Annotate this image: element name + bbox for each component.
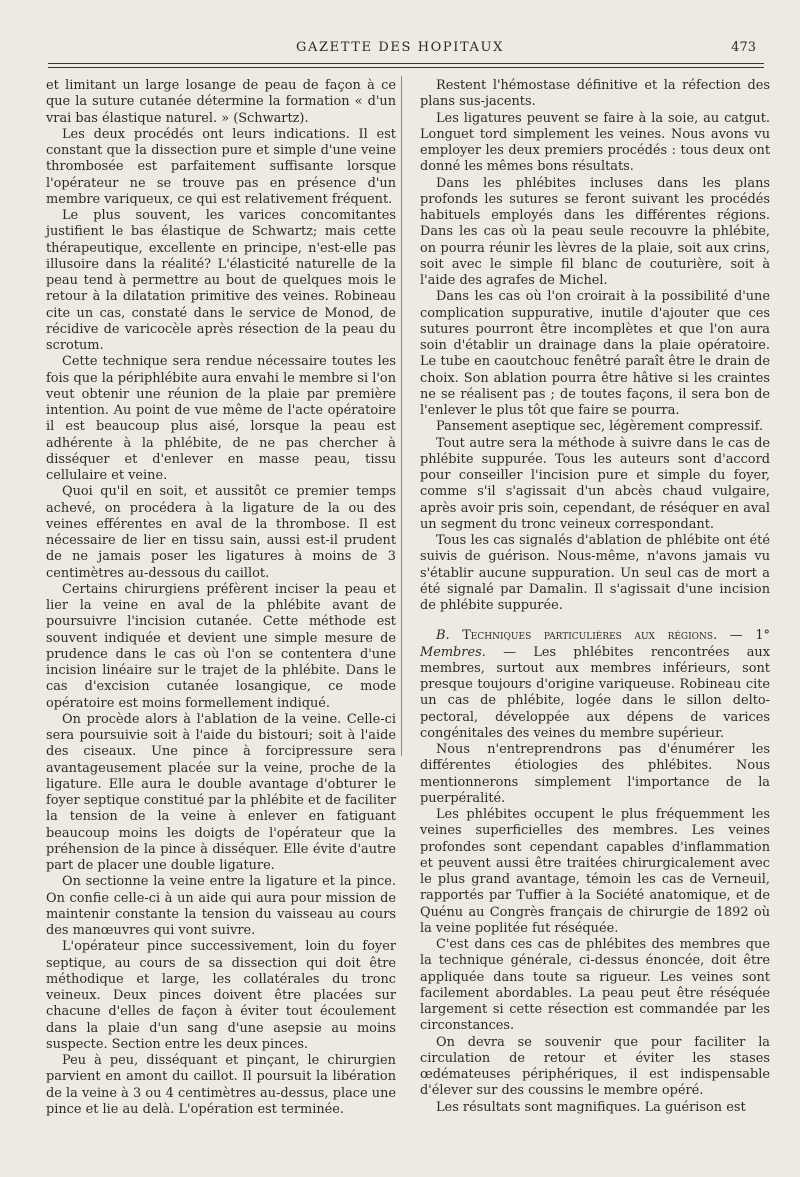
paragraph: Pansement aseptique sec, légèrement compressif. [436, 419, 764, 435]
paragraph: Dans les phlébites incluses dans les plans profonds les sutures se feront suivant les procédés habituels employés dans les différentes régions. Dans les cas où la peau seule recouvre la phlébite, on pourra réunir les lèvres de la plaie, soit aux crins, soit avec le simple fil blanc de couturière, soit à l'aide des agrafes de Michel. [420, 175, 770, 288]
paragraph: Nous n'entreprendrons pas d'énumérer les différentes étiologies des phlébites. Nous mentionnerons simplement l'importance de la puerpéralité. [420, 742, 770, 806]
section-letter: B. [436, 628, 450, 644]
left-column [46, 78, 396, 1118]
paragraph: Restent l'hémostase définitive et la réfection des plans sus-jacents. [420, 78, 770, 110]
paragraph: Cette technique sera rendue nécessaire toutes les fois que la périphlébite aura envahi le membre si l'on veut obtenir une réunion de la plaie par première intention. Au point de vue même de l'acte opératoire il est beaucoup plus aisé, lorsque la peau est adhérente à la phlébite, de ne pas chercher à disséquer et d'enlever en masse peau, tissu cellulaire et veine. [46, 354, 396, 483]
paragraph: L'opérateur pince successivement, loin du foyer septique, au cours de sa dissection qui doit être méthodique et large, les collatérales du tronc veineux. Deux pinces doivent être placées sur chacune d'elles de façon à éviter tout écoulement dans la plaie d'un sang d'une asepsie au moins suspecte. Section entre les deux pinces. [46, 939, 396, 1052]
section-title: Techniques particulières aux régions. [462, 628, 718, 644]
paragraph: Tout autre sera la méthode à suivre dans le cas de phlébite suppurée. Tous les auteurs sont d'accord pour conseiller l'incision pure et simple du foyer, comme s'il s'agissait d'un abcès chaud vulgaire, après avoir pris soin, cependant, de réséquer en aval un segment du tronc veineux correspondant. [420, 435, 770, 532]
paragraph: On sectionne la veine entre la ligature et la pince. On confie celle-ci à un aide qui aura pour mission de maintenir constante la tension du vaisseau au cours des manœuvres qui vont suivre. [46, 874, 396, 938]
paragraph: Tous les cas signalés d'ablation de phlébite ont été suivis de guérison. Nous-même, n'avons jamais vu s'établir aucune suppuration. Un seul cas de mort a été signalé par Damalin. Il s'agissait d'une incision de phlébite suppurée. [420, 533, 770, 613]
paragraph: Certains chirurgiens préfèrent inciser la peau et lier la veine en aval de la phlébite avant de poursuivre l'incision cutanée. Cette méthode est souvent indiquée et devient une simple mesure de prudence dans le cas où l'on se contentera d'une incision linéaire sur le trajet de la phlébite. Dans le cas d'excision cutanée losangique, ce mode opératoire est moins formellement indiqué. [46, 581, 396, 711]
paragraph: et limitant un large losange de peau de façon à ce que la suture cutanée détermine la formation « d'un vrai bas élastique naturel. » (Schwartz). [46, 78, 396, 126]
section-dash: — [717, 628, 743, 644]
paragraph: Peu à peu, disséquant et pinçant, le chirurgien parvient en amont du caillot. Il poursuit la libération de la veine à 3 ou 4 centimètres au-dessus, place une pince et lie au delà. L'opération est terminée. [46, 1053, 396, 1117]
subsection-title: Membres. [420, 644, 486, 660]
paragraph: Les phlébites occupent le plus fréquemment les veines superficielles des membres. Les veines profondes sont cependant capables d'inflammation et peuvent aussi être traitées chirurgicalement avec le plus grand avantage, témoin les cas de Verneuil, rapportés par Tuffier à la Société anatomique, et de Quénu au Congrès français de chirurgie de 1892 où la veine poplitée fut réséquée. [420, 807, 770, 936]
paragraph: Dans les cas où l'on croirait à la possibilité d'une complication suppurative, inutile d'ajouter que ces sutures pourront être incomplètes et que l'on aura soin d'établir un drainage dans la plaie opératoire. Le tube en caoutchouc fenêtré paraît être le drain de choix. Son ablation pourra être hâtive si les craintes ne se réalisent pas ; de toutes façons, il sera bon de l'enlever le plus tôt que faire se pourra. [420, 289, 770, 418]
page-number: 473 [731, 40, 756, 55]
paragraph: Le plus souvent, les varices concomitantes justifient le bas élastique de Schwartz; mais cette thérapeutique, excellente en principe, n'est-elle pas illusoire dans la réalité? L'élasticité naturelle de la peau tend à permettre au bout de quelques mois le retour à la dilatation primitive des veines. Robineau cite un cas, constaté dans le service de Monod, de récidive de varicocèle après résection de la peau du scrotum. [46, 208, 396, 353]
section-spacer [420, 614, 770, 628]
section-lead-text: — Les phlébites rencontrées aux membres, surtout aux membres inférieurs, sont presque toujours d'origine variqueuse. Robineau cite un cas de phlébite, logée dans le sillon delto-pectoral, développée aux dépens de varices congénitales des veines du membre supérieur. [420, 644, 770, 741]
subsection-number: 1° [755, 628, 770, 644]
header-rule-top [48, 63, 764, 64]
running-title: GAZETTE DES HOPITAUX [296, 40, 504, 55]
paragraph: Les deux procédés ont leurs indications. Il est constant que la dissection pure et simple d'une veine thrombosée est parfaitement suffisante lorsque l'opérateur ne se trouve pas en présence d'un membre variqueux, ce qui est relativement fréquent. [46, 126, 396, 207]
paragraph: Quoi qu'il en soit, et aussitôt ce premier temps achevé, on procédera à la ligature de la ou des veines efférentes en aval de la thrombose. Il est nécessaire de lier en tissu sain, aussi est-il prudent de ne jamais poser les ligatures à moins de 3 centimètres au-dessous du caillot. [46, 484, 396, 581]
header-rule-bottom [48, 67, 764, 68]
paragraph: On devra se souvenir que pour faciliter la circulation de retour et éviter les stases œdémateuses périphériques, il est indispensable d'élever sur des coussins le membre opéré. [420, 1034, 770, 1099]
paragraph: On procède alors à l'ablation de la veine. Celle-ci sera poursuivie soit à l'aide du bistouri; soit à l'aide des ciseaux. Une pince à forcipressure sera avantageusement placée sur la veine, proche de la ligature. Elle aura le double avantage d'obturer le foyer septique constitué par la phlébite et de faciliter la tension de la veine à enlever en fatiguant beaucoup moins les doigts de l'opérateur que la préhension de la pince à disséquer. Elle évite d'autre part de placer une double ligature. [46, 711, 396, 873]
page-header [0, 36, 800, 56]
paragraph: C'est dans ces cas de phlébites des membres que la technique générale, ci-dessus énoncée, doit être appliquée dans toute sa rigueur. Les veines sont facilement abordables. La peau peut être réséquée largement si cette résection est commandée par les circonstances. [420, 937, 770, 1034]
right-column [420, 78, 770, 1116]
column-divider [401, 76, 402, 756]
paragraph: Les ligatures peuvent se faire à la soie, au catgut. Longuet tord simplement les veines. Nous avons vu employer les deux premiers procédés : tous deux ont donné les mêmes bons résultats. [420, 110, 770, 175]
section-heading-paragraph [420, 628, 770, 742]
paragraph: Les résultats sont magnifiques. La guérison est [436, 1099, 746, 1115]
